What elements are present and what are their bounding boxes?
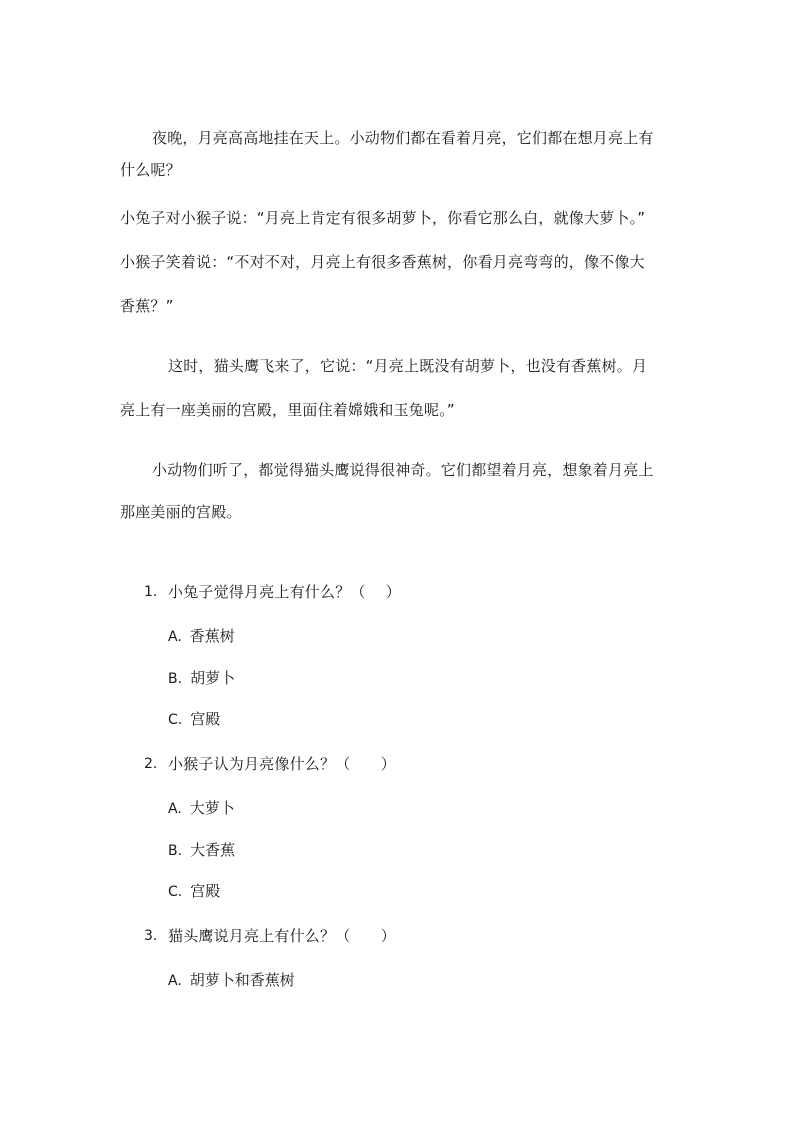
option-text: 香蕉树 <box>189 627 235 645</box>
question-2-option-b <box>168 840 235 861</box>
option-letter: B. <box>168 671 183 687</box>
question-3-text: 猫头鹰说月亮上有什么？（ ） <box>168 927 397 945</box>
question-2-option-a <box>168 798 235 819</box>
option-text: 宫殿 <box>190 882 221 900</box>
question-2-option-c <box>168 881 220 902</box>
passage-p1-line1: 夜晚，月亮高高地挂在天上。小动物们都在看着月亮，它们都在想月亮上有 <box>152 129 654 147</box>
passage-p3-line1: 小猴子笑着说：“不对不对，月亮上有很多香蕉树，你看月亮弯弯的，像不像大 <box>120 253 645 271</box>
question-1-option-b <box>168 668 235 689</box>
option-letter: A. <box>168 801 182 817</box>
passage-p5-line2: 那座美丽的宫殿。 <box>120 503 242 521</box>
passage-p5-line1: 小动物们听了，都觉得猫头鹰说得很神奇。它们都望着月亮，想象着月亮上 <box>152 461 654 479</box>
question-1-option-a <box>168 626 235 647</box>
question-2-number: 2. <box>144 756 158 772</box>
question-2-text: 小猴子认为月亮像什么？（ ） <box>168 755 397 773</box>
option-text: 大香蕉 <box>190 841 236 859</box>
option-letter: B. <box>168 843 183 859</box>
question-1-number: 1. <box>144 584 158 600</box>
question-3-number: 3. <box>144 928 158 944</box>
question-1-text: 小兔子觉得月亮上有什么？（ ） <box>168 583 401 601</box>
passage-p4-line1: 这时，猫头鹰飞来了，它说：“月亮上既没有胡萝卜，也没有香蕉树。月 <box>168 357 648 375</box>
passage-p2-line1: 小兔子对小猴子说：“月亮上肯定有很多胡萝卜，你看它那么白，就像大萝卜。” <box>120 209 646 227</box>
option-text: 宫殿 <box>190 710 221 728</box>
option-letter: C. <box>168 884 183 900</box>
question-3-option-a <box>168 970 295 991</box>
passage-p4-line2: 亮上有一座美丽的宫殿，里面住着嫦娥和玉兔呢。” <box>120 401 455 419</box>
option-text: 大萝卜 <box>189 799 235 817</box>
option-letter: A. <box>168 629 182 645</box>
option-text: 胡萝卜 <box>190 669 236 687</box>
question-1-option-c <box>168 709 220 730</box>
passage-p3-line2: 香蕉？” <box>120 297 174 315</box>
option-letter: A. <box>168 973 182 989</box>
option-text: 胡萝卜和香蕉树 <box>189 971 295 989</box>
option-letter: C. <box>168 712 183 728</box>
passage-p1-line2: 什么呢？ <box>120 161 181 179</box>
